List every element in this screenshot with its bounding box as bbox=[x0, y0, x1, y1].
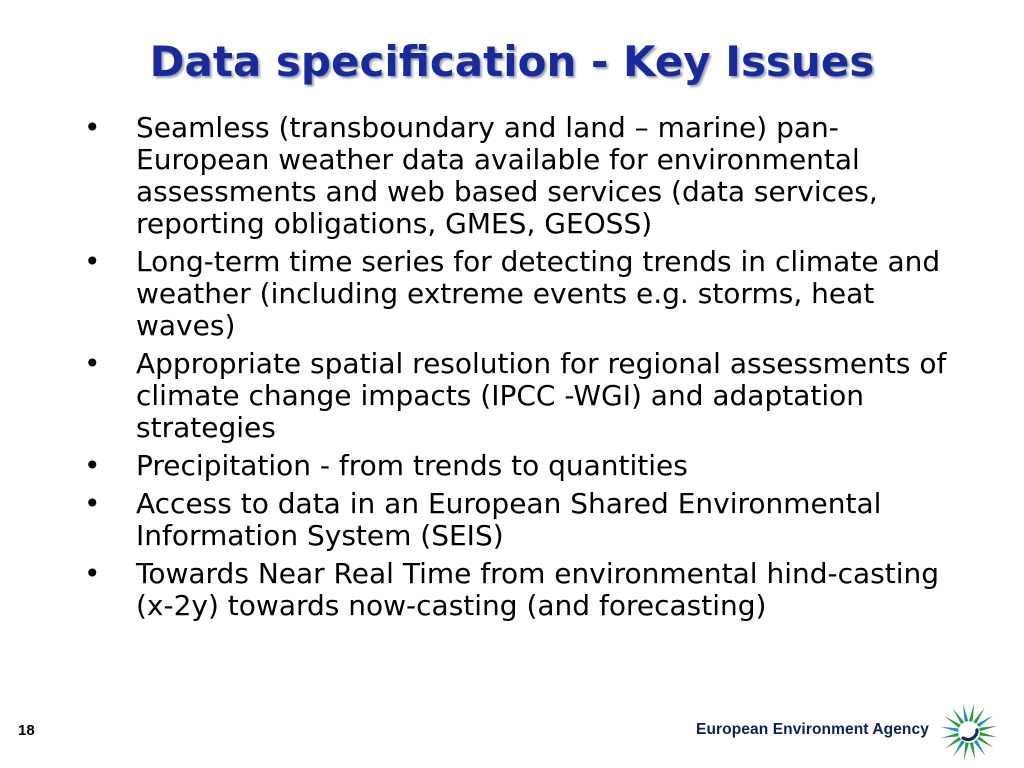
bullet-text: Precipitation - from trends to quantities bbox=[136, 449, 688, 482]
bullet-text: Access to data in an European Shared Environmental Information System (SEIS) bbox=[136, 487, 882, 552]
bullet-marker: • bbox=[84, 111, 101, 144]
bullet-marker: • bbox=[84, 487, 101, 520]
bullet-text: Towards Near Real Time from environmental hind-casting (x-2y) towards now-casting (and forecasting) bbox=[136, 557, 940, 622]
logo-ray bbox=[941, 733, 959, 738]
bullet-text: Appropriate spatial resolution for regional assessments of climate change impacts (IPCC -WGI) and adaptation strategies bbox=[136, 347, 947, 444]
agency-name: European Environment Agency bbox=[696, 721, 929, 738]
eea-sun-logo-icon bbox=[932, 698, 1004, 764]
bullet-item bbox=[80, 450, 960, 482]
bullet-text: Seamless (transboundary and land – marine) pan-European weather data available for environmental assessments and web based services (data services, reporting obligations, GMES, GEOSS) bbox=[136, 111, 878, 240]
logo-ray bbox=[969, 703, 974, 721]
bullet-text: Long-term time series for detecting trends in climate and weather (including extreme events e.g. storms, heat waves) bbox=[136, 245, 941, 342]
slide-title: Data specification - Key Issues bbox=[149, 37, 875, 86]
logo-ray bbox=[940, 727, 958, 732]
bullet-item bbox=[80, 558, 960, 622]
bullet-marker: • bbox=[84, 557, 101, 590]
logo-ray bbox=[979, 726, 997, 731]
slide-number: 18 bbox=[18, 722, 35, 739]
bullet-marker: • bbox=[84, 245, 101, 278]
logo-ray bbox=[979, 732, 997, 737]
bullet-item bbox=[80, 246, 960, 342]
logo-ray bbox=[963, 704, 968, 722]
bullet-item bbox=[80, 488, 960, 552]
bullet-list bbox=[80, 112, 960, 628]
logo-ray bbox=[970, 742, 975, 760]
bullet-marker: • bbox=[84, 449, 101, 482]
bullet-item bbox=[80, 112, 960, 240]
bullet-marker: • bbox=[84, 347, 101, 380]
bullet-item bbox=[80, 348, 960, 444]
logo-ray bbox=[964, 742, 969, 760]
